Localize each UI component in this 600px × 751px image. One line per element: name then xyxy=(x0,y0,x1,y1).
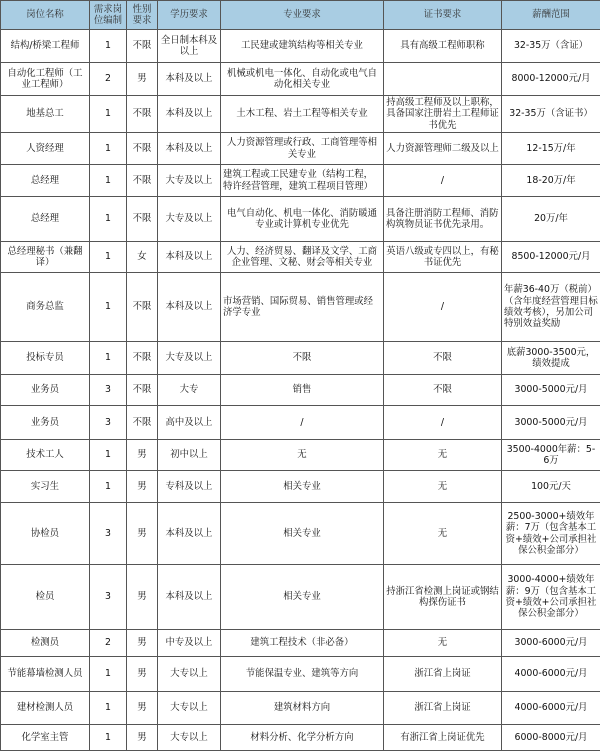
cell-certificate: / xyxy=(384,406,502,440)
table-row xyxy=(1,342,600,375)
header-salary: 薪酬范围 xyxy=(502,1,600,30)
cell-gender: 不限 xyxy=(127,96,158,133)
cell-major: 相关专业 xyxy=(221,471,384,503)
cell-position: 地基总工 xyxy=(1,96,90,133)
cell-education: 大专以上 xyxy=(158,725,221,751)
table-row xyxy=(1,165,600,197)
cell-position: 业务员 xyxy=(1,375,90,406)
cell-position: 检测员 xyxy=(1,630,90,657)
cell-position: 商务总监 xyxy=(1,273,90,342)
cell-certificate: 无 xyxy=(384,471,502,503)
cell-major: 销售 xyxy=(221,375,384,406)
cell-certificate: 无 xyxy=(384,630,502,657)
cell-major: 建筑工程或工民建专业（结构工程，特许经营管理，建筑工程项目管理） xyxy=(221,165,384,197)
cell-headcount: 1 xyxy=(90,471,127,503)
cell-education: 专科及以上 xyxy=(158,471,221,503)
cell-major: 建筑工程技术（非必备） xyxy=(221,630,384,657)
cell-major: 相关专业 xyxy=(221,565,384,630)
cell-salary: 底薪3000-3500元，绩效提成 xyxy=(502,342,600,375)
cell-certificate: / xyxy=(384,165,502,197)
cell-major: 不限 xyxy=(221,342,384,375)
cell-education: 本科及以上 xyxy=(158,273,221,342)
cell-salary: 3000-5000元/月 xyxy=(502,406,600,440)
cell-headcount: 1 xyxy=(90,657,127,692)
cell-salary: 32-35万（含证） xyxy=(502,30,600,63)
cell-major: 人力资源管理或行政、工商管理等相关专业 xyxy=(221,133,384,165)
cell-headcount: 1 xyxy=(90,692,127,725)
cell-headcount: 1 xyxy=(90,133,127,165)
cell-headcount: 1 xyxy=(90,440,127,471)
table-row xyxy=(1,692,600,725)
cell-headcount: 1 xyxy=(90,96,127,133)
cell-position: 结构/桥梁工程师 xyxy=(1,30,90,63)
cell-certificate: 无 xyxy=(384,503,502,565)
cell-major: 建筑材料方向 xyxy=(221,692,384,725)
cell-gender: 男 xyxy=(127,630,158,657)
cell-salary: 18-20万/年 xyxy=(502,165,600,197)
cell-headcount: 3 xyxy=(90,406,127,440)
cell-certificate: 浙江省上岗证 xyxy=(384,692,502,725)
cell-position: 化学室主管 xyxy=(1,725,90,751)
cell-education: 大专及以上 xyxy=(158,165,221,197)
cell-headcount: 1 xyxy=(90,242,127,273)
cell-headcount: 2 xyxy=(90,63,127,96)
header-education: 学历要求 xyxy=(158,1,221,30)
cell-salary: 4000-6000元/月 xyxy=(502,657,600,692)
cell-major: 电气自动化、机电一体化、消防暖通专业或计算机专业优先 xyxy=(221,197,384,242)
cell-salary: 2500-3000+绩效年薪：7万（包含基本工资+绩效+公司承担社保公积金部分） xyxy=(502,503,600,565)
cell-certificate: 人力资源管理师二级及以上 xyxy=(384,133,502,165)
cell-gender: 女 xyxy=(127,242,158,273)
cell-major: 市场营销、国际贸易、销售管理或经济学专业 xyxy=(221,273,384,342)
cell-gender: 男 xyxy=(127,471,158,503)
cell-major: 材料分析、化学分析方向 xyxy=(221,725,384,751)
cell-certificate: 持浙江省检测上岗证或钢结构探伤证书 xyxy=(384,565,502,630)
table-row xyxy=(1,197,600,242)
cell-salary: 12-15万/年 xyxy=(502,133,600,165)
table-row xyxy=(1,565,600,630)
cell-education: 大专及以上 xyxy=(158,342,221,375)
cell-gender: 男 xyxy=(127,657,158,692)
cell-headcount: 3 xyxy=(90,503,127,565)
cell-salary: 20万/年 xyxy=(502,197,600,242)
header-major: 专业要求 xyxy=(221,1,384,30)
cell-certificate: 浙江省上岗证 xyxy=(384,657,502,692)
table-row xyxy=(1,96,600,133)
cell-position: 实习生 xyxy=(1,471,90,503)
cell-education: 大专 xyxy=(158,375,221,406)
cell-gender: 男 xyxy=(127,63,158,96)
table-row xyxy=(1,133,600,165)
cell-education: 中专及以上 xyxy=(158,630,221,657)
cell-position: 总经理 xyxy=(1,165,90,197)
cell-position: 自动化工程师（工业工程师） xyxy=(1,63,90,96)
cell-salary: 8000-12000元/月 xyxy=(502,63,600,96)
cell-position: 建材检测人员 xyxy=(1,692,90,725)
cell-education: 全日制本科及以上 xyxy=(158,30,221,63)
table-row xyxy=(1,30,600,63)
cell-major: 相关专业 xyxy=(221,503,384,565)
cell-salary: 6000-8000元/月 xyxy=(502,725,600,751)
cell-major: / xyxy=(221,406,384,440)
cell-salary: 3000-5000元/月 xyxy=(502,375,600,406)
cell-position: 协检员 xyxy=(1,503,90,565)
cell-position: 检员 xyxy=(1,565,90,630)
cell-certificate: / xyxy=(384,273,502,342)
cell-headcount: 2 xyxy=(90,630,127,657)
table-row xyxy=(1,406,600,440)
cell-headcount: 3 xyxy=(90,565,127,630)
table-row xyxy=(1,273,600,342)
cell-major: 机械或机电一体化、自动化或电气自动化相关专业 xyxy=(221,63,384,96)
cell-education: 本科及以上 xyxy=(158,503,221,565)
cell-certificate: 不限 xyxy=(384,342,502,375)
table-row xyxy=(1,725,600,751)
cell-gender: 不限 xyxy=(127,406,158,440)
table-row xyxy=(1,375,600,406)
cell-gender: 不限 xyxy=(127,30,158,63)
cell-education: 本科及以上 xyxy=(158,242,221,273)
header-row xyxy=(1,1,600,30)
cell-gender: 男 xyxy=(127,440,158,471)
cell-education: 本科及以上 xyxy=(158,96,221,133)
header-certificate: 证书要求 xyxy=(384,1,502,30)
table-row xyxy=(1,657,600,692)
cell-salary: 4000-6000元/月 xyxy=(502,692,600,725)
cell-certificate: 有浙江省上岗证优先 xyxy=(384,725,502,751)
cell-gender: 不限 xyxy=(127,342,158,375)
cell-gender: 男 xyxy=(127,565,158,630)
table-row xyxy=(1,630,600,657)
header-gender: 性别要求 xyxy=(127,1,158,30)
cell-position: 投标专员 xyxy=(1,342,90,375)
cell-position: 节能幕墙检测人员 xyxy=(1,657,90,692)
cell-education: 大专及以上 xyxy=(158,197,221,242)
cell-headcount: 3 xyxy=(90,375,127,406)
table-row xyxy=(1,503,600,565)
cell-certificate: 具有高级工程师职称 xyxy=(384,30,502,63)
cell-position: 总经理秘书（兼翻译） xyxy=(1,242,90,273)
table-row xyxy=(1,471,600,503)
cell-certificate: 不限 xyxy=(384,375,502,406)
cell-education: 初中以上 xyxy=(158,440,221,471)
cell-certificate xyxy=(384,63,502,96)
cell-gender: 不限 xyxy=(127,197,158,242)
cell-salary: 年薪36-40万（税前）（含年度经营管理目标绩效考核），另加公司特别效益奖励 xyxy=(502,273,600,342)
cell-gender: 男 xyxy=(127,692,158,725)
cell-salary: 100元/天 xyxy=(502,471,600,503)
cell-salary: 32-35万（含证书） xyxy=(502,96,600,133)
table-row xyxy=(1,242,600,273)
cell-gender: 男 xyxy=(127,503,158,565)
cell-education: 本科及以上 xyxy=(158,63,221,96)
cell-education: 本科及以上 xyxy=(158,133,221,165)
cell-gender: 不限 xyxy=(127,273,158,342)
cell-gender: 不限 xyxy=(127,133,158,165)
cell-major: 工民建或建筑结构等相关专业 xyxy=(221,30,384,63)
cell-salary: 3500-4000年薪：5-6万 xyxy=(502,440,600,471)
header-headcount: 需求岗位编制 xyxy=(90,1,127,30)
table-row xyxy=(1,440,600,471)
cell-certificate: 英语八级或专四以上，有秘书证优先 xyxy=(384,242,502,273)
cell-position: 业务员 xyxy=(1,406,90,440)
cell-position: 总经理 xyxy=(1,197,90,242)
cell-headcount: 1 xyxy=(90,165,127,197)
cell-salary: 3000-4000+绩效年薪：9万（包含基本工资+绩效+公司承担社保公积金部分） xyxy=(502,565,600,630)
cell-certificate: 具备注册消防工程师、消防构筑物员证书优先录用。 xyxy=(384,197,502,242)
cell-gender: 男 xyxy=(127,725,158,751)
table-row xyxy=(1,63,600,96)
cell-major: 无 xyxy=(221,440,384,471)
cell-education: 大专以上 xyxy=(158,657,221,692)
cell-gender: 不限 xyxy=(127,165,158,197)
cell-major: 人力、经济贸易、翻译及文学、工商企业管理、文秘、财会等相关专业 xyxy=(221,242,384,273)
cell-headcount: 1 xyxy=(90,197,127,242)
cell-education: 本科及以上 xyxy=(158,565,221,630)
cell-salary: 8500-12000元/月 xyxy=(502,242,600,273)
cell-education: 高中及以上 xyxy=(158,406,221,440)
cell-salary: 3000-6000元/月 xyxy=(502,630,600,657)
cell-major: 节能保温专业、建筑等方向 xyxy=(221,657,384,692)
cell-education: 大专以上 xyxy=(158,692,221,725)
header-position: 岗位名称 xyxy=(1,1,90,30)
cell-certificate: 无 xyxy=(384,440,502,471)
cell-certificate: 持高级工程师及以上职称，具备国家注册岩土工程师证书优先 xyxy=(384,96,502,133)
cell-major: 土木工程、岩土工程等相关专业 xyxy=(221,96,384,133)
cell-headcount: 1 xyxy=(90,30,127,63)
cell-position: 技术工人 xyxy=(1,440,90,471)
cell-headcount: 1 xyxy=(90,342,127,375)
cell-headcount: 1 xyxy=(90,273,127,342)
cell-headcount: 1 xyxy=(90,725,127,751)
cell-position: 人资经理 xyxy=(1,133,90,165)
cell-gender: 不限 xyxy=(127,375,158,406)
